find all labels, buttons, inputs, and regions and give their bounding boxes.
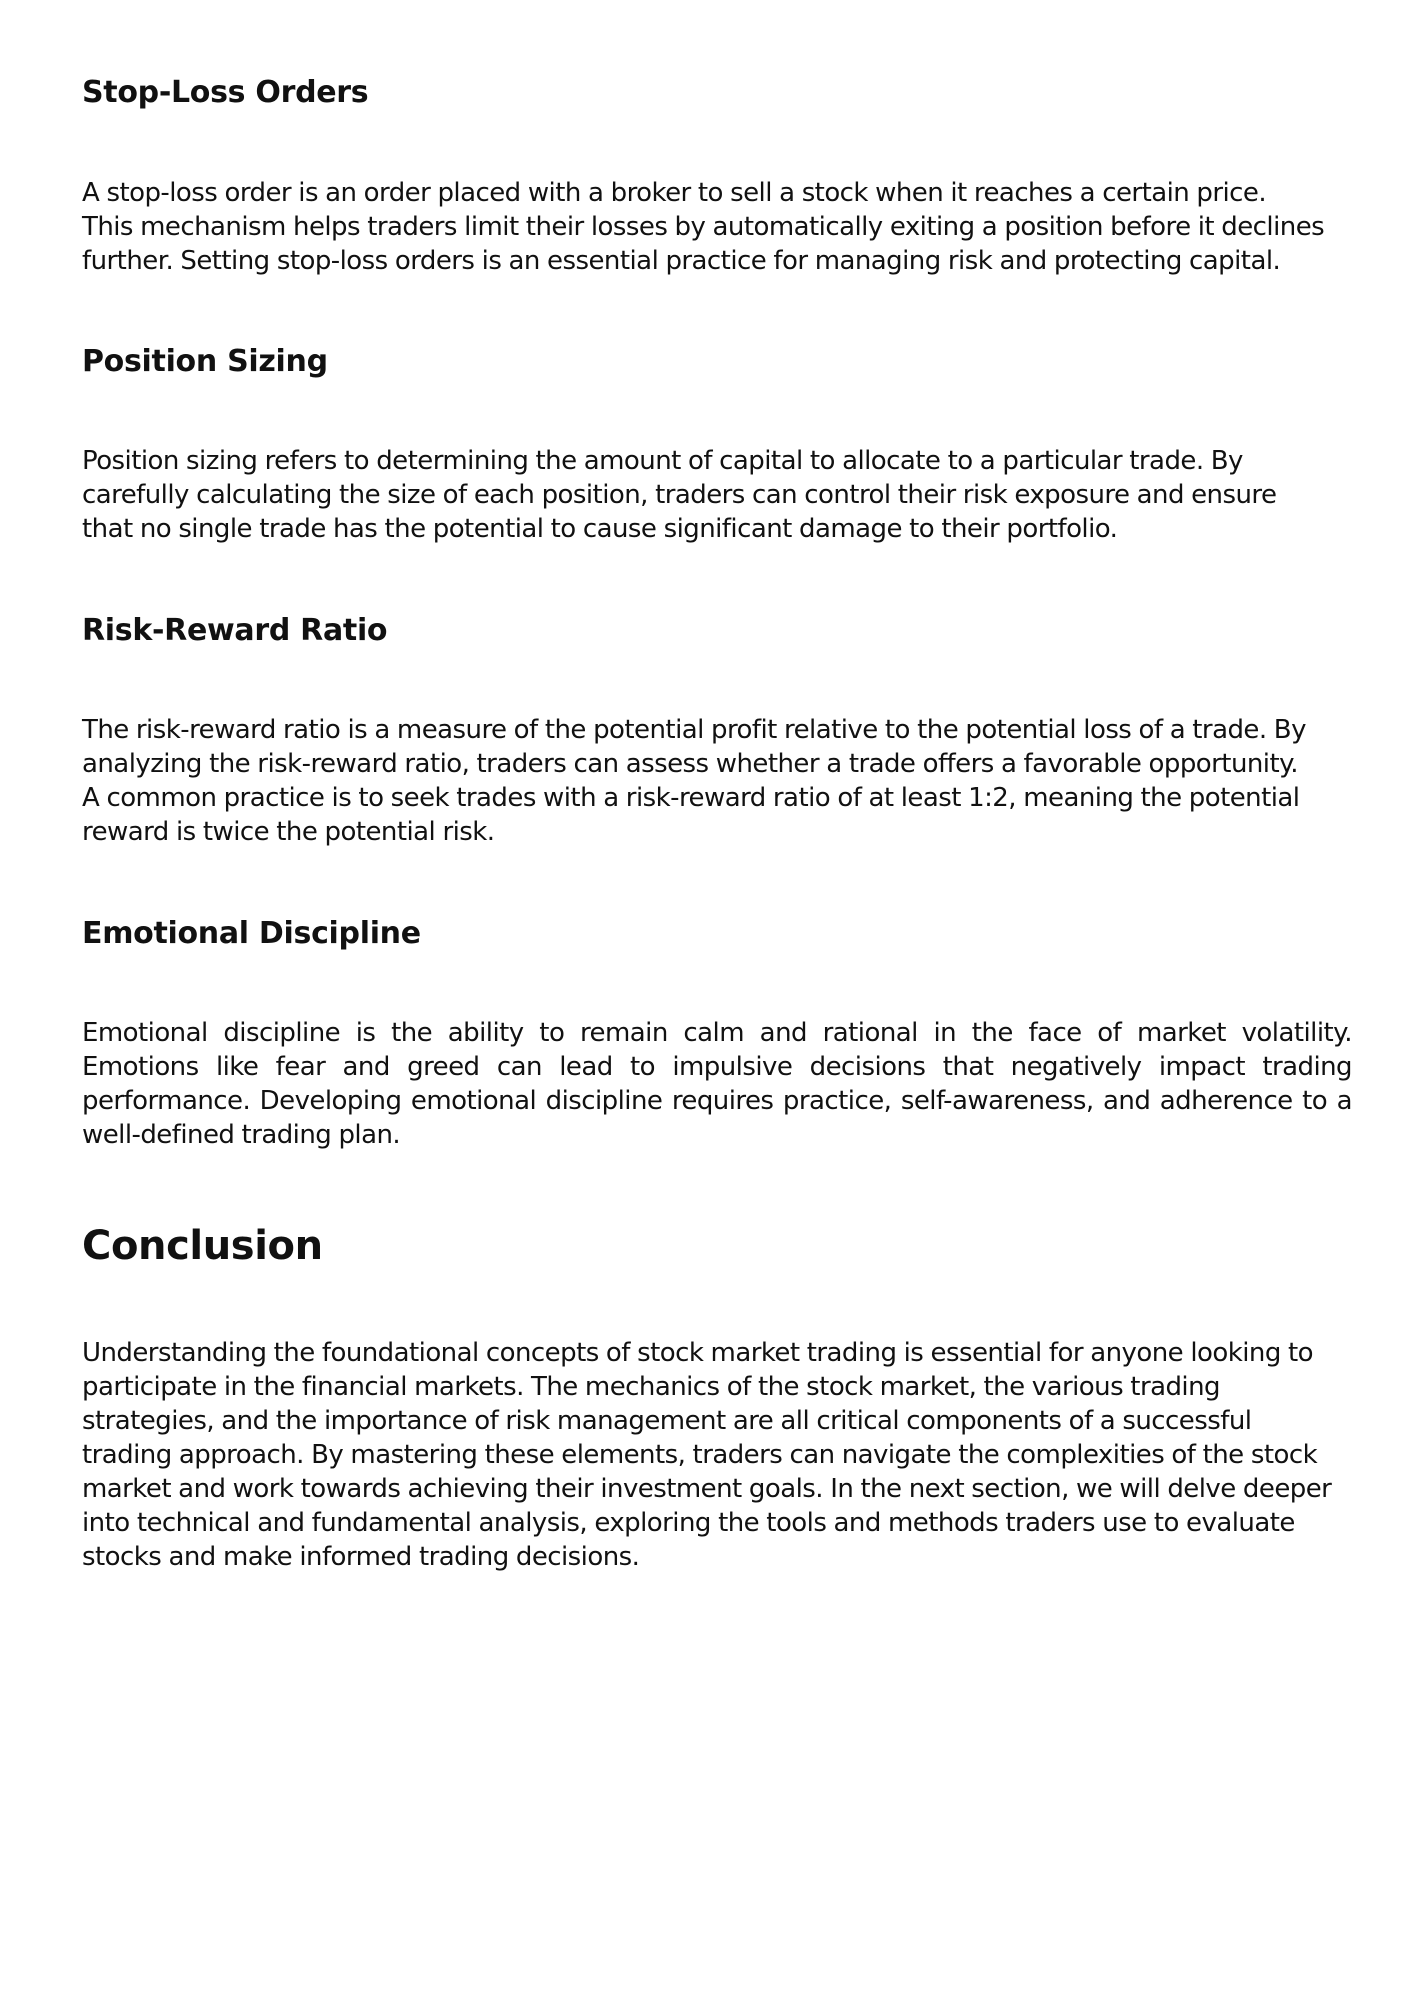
heading-stop-loss-orders: Stop-Loss Orders [82, 75, 369, 110]
text-line: well-defined trading plan. [82, 1120, 401, 1150]
text-line: Emotional discipline is the ability to remain calm and rational in the face of market volatility. [82, 1018, 1352, 1048]
text-line: A common practice is to seek trades with a risk-reward ratio of at least 1:2, meaning the potential [82, 783, 1300, 813]
text-line: Emotions like fear and greed can lead to impulsive decisions that negatively impact trading [82, 1052, 1352, 1082]
paragraph-emotional-discipline [82, 1016, 1352, 1152]
text-line: This mechanism helps traders limit their losses by automatically exiting a position before it declines [82, 212, 1325, 242]
document-page [82, 0, 1352, 2000]
heading-risk-reward-ratio: Risk-Reward Ratio [82, 613, 388, 648]
paragraph-stop-loss-orders [82, 176, 1352, 278]
text-line: Position sizing refers to determining the amount of capital to allocate to a particular trade. By [82, 446, 1243, 476]
heading-conclusion: Conclusion [82, 1223, 323, 1269]
text-line: participate in the financial markets. The mechanics of the stock market, the various trading [82, 1372, 1220, 1402]
text-line: A stop-loss order is an order placed with a broker to sell a stock when it reaches a certain price. [82, 178, 1267, 208]
text-line: reward is twice the potential risk. [82, 817, 495, 847]
text-line: The risk-reward ratio is a measure of the potential profit relative to the potential loss of a trade. By [82, 715, 1306, 745]
heading-emotional-discipline: Emotional Discipline [82, 916, 421, 951]
text-line: trading approach. By mastering these elements, traders can navigate the complexities of the stock [82, 1440, 1318, 1470]
text-line: carefully calculating the size of each position, traders can control their risk exposure and ensure [82, 480, 1277, 510]
paragraph-conclusion [82, 1336, 1352, 1574]
heading-position-sizing: Position Sizing [82, 344, 328, 379]
text-line: Understanding the foundational concepts of stock market trading is essential for anyone looking to [82, 1338, 1313, 1368]
text-line: market and work towards achieving their investment goals. In the next section, we will delve deeper [82, 1474, 1332, 1504]
text-line: strategies, and the importance of risk management are all critical components of a successful [82, 1406, 1252, 1436]
text-line: analyzing the risk-reward ratio, traders can assess whether a trade offers a favorable opportunity. [82, 749, 1298, 779]
text-line: that no single trade has the potential to cause significant damage to their portfolio. [82, 514, 1118, 544]
text-line: into technical and fundamental analysis, exploring the tools and methods traders use to evaluate [82, 1508, 1295, 1538]
text-line: further. Setting stop-loss orders is an essential practice for managing risk and protecting capital. [82, 246, 1281, 276]
paragraph-risk-reward-ratio [82, 713, 1352, 849]
paragraph-position-sizing [82, 444, 1352, 546]
text-line: stocks and make informed trading decisions. [82, 1542, 640, 1572]
text-line: performance. Developing emotional discipline requires practice, self-awareness, and adherence to a [82, 1086, 1352, 1116]
